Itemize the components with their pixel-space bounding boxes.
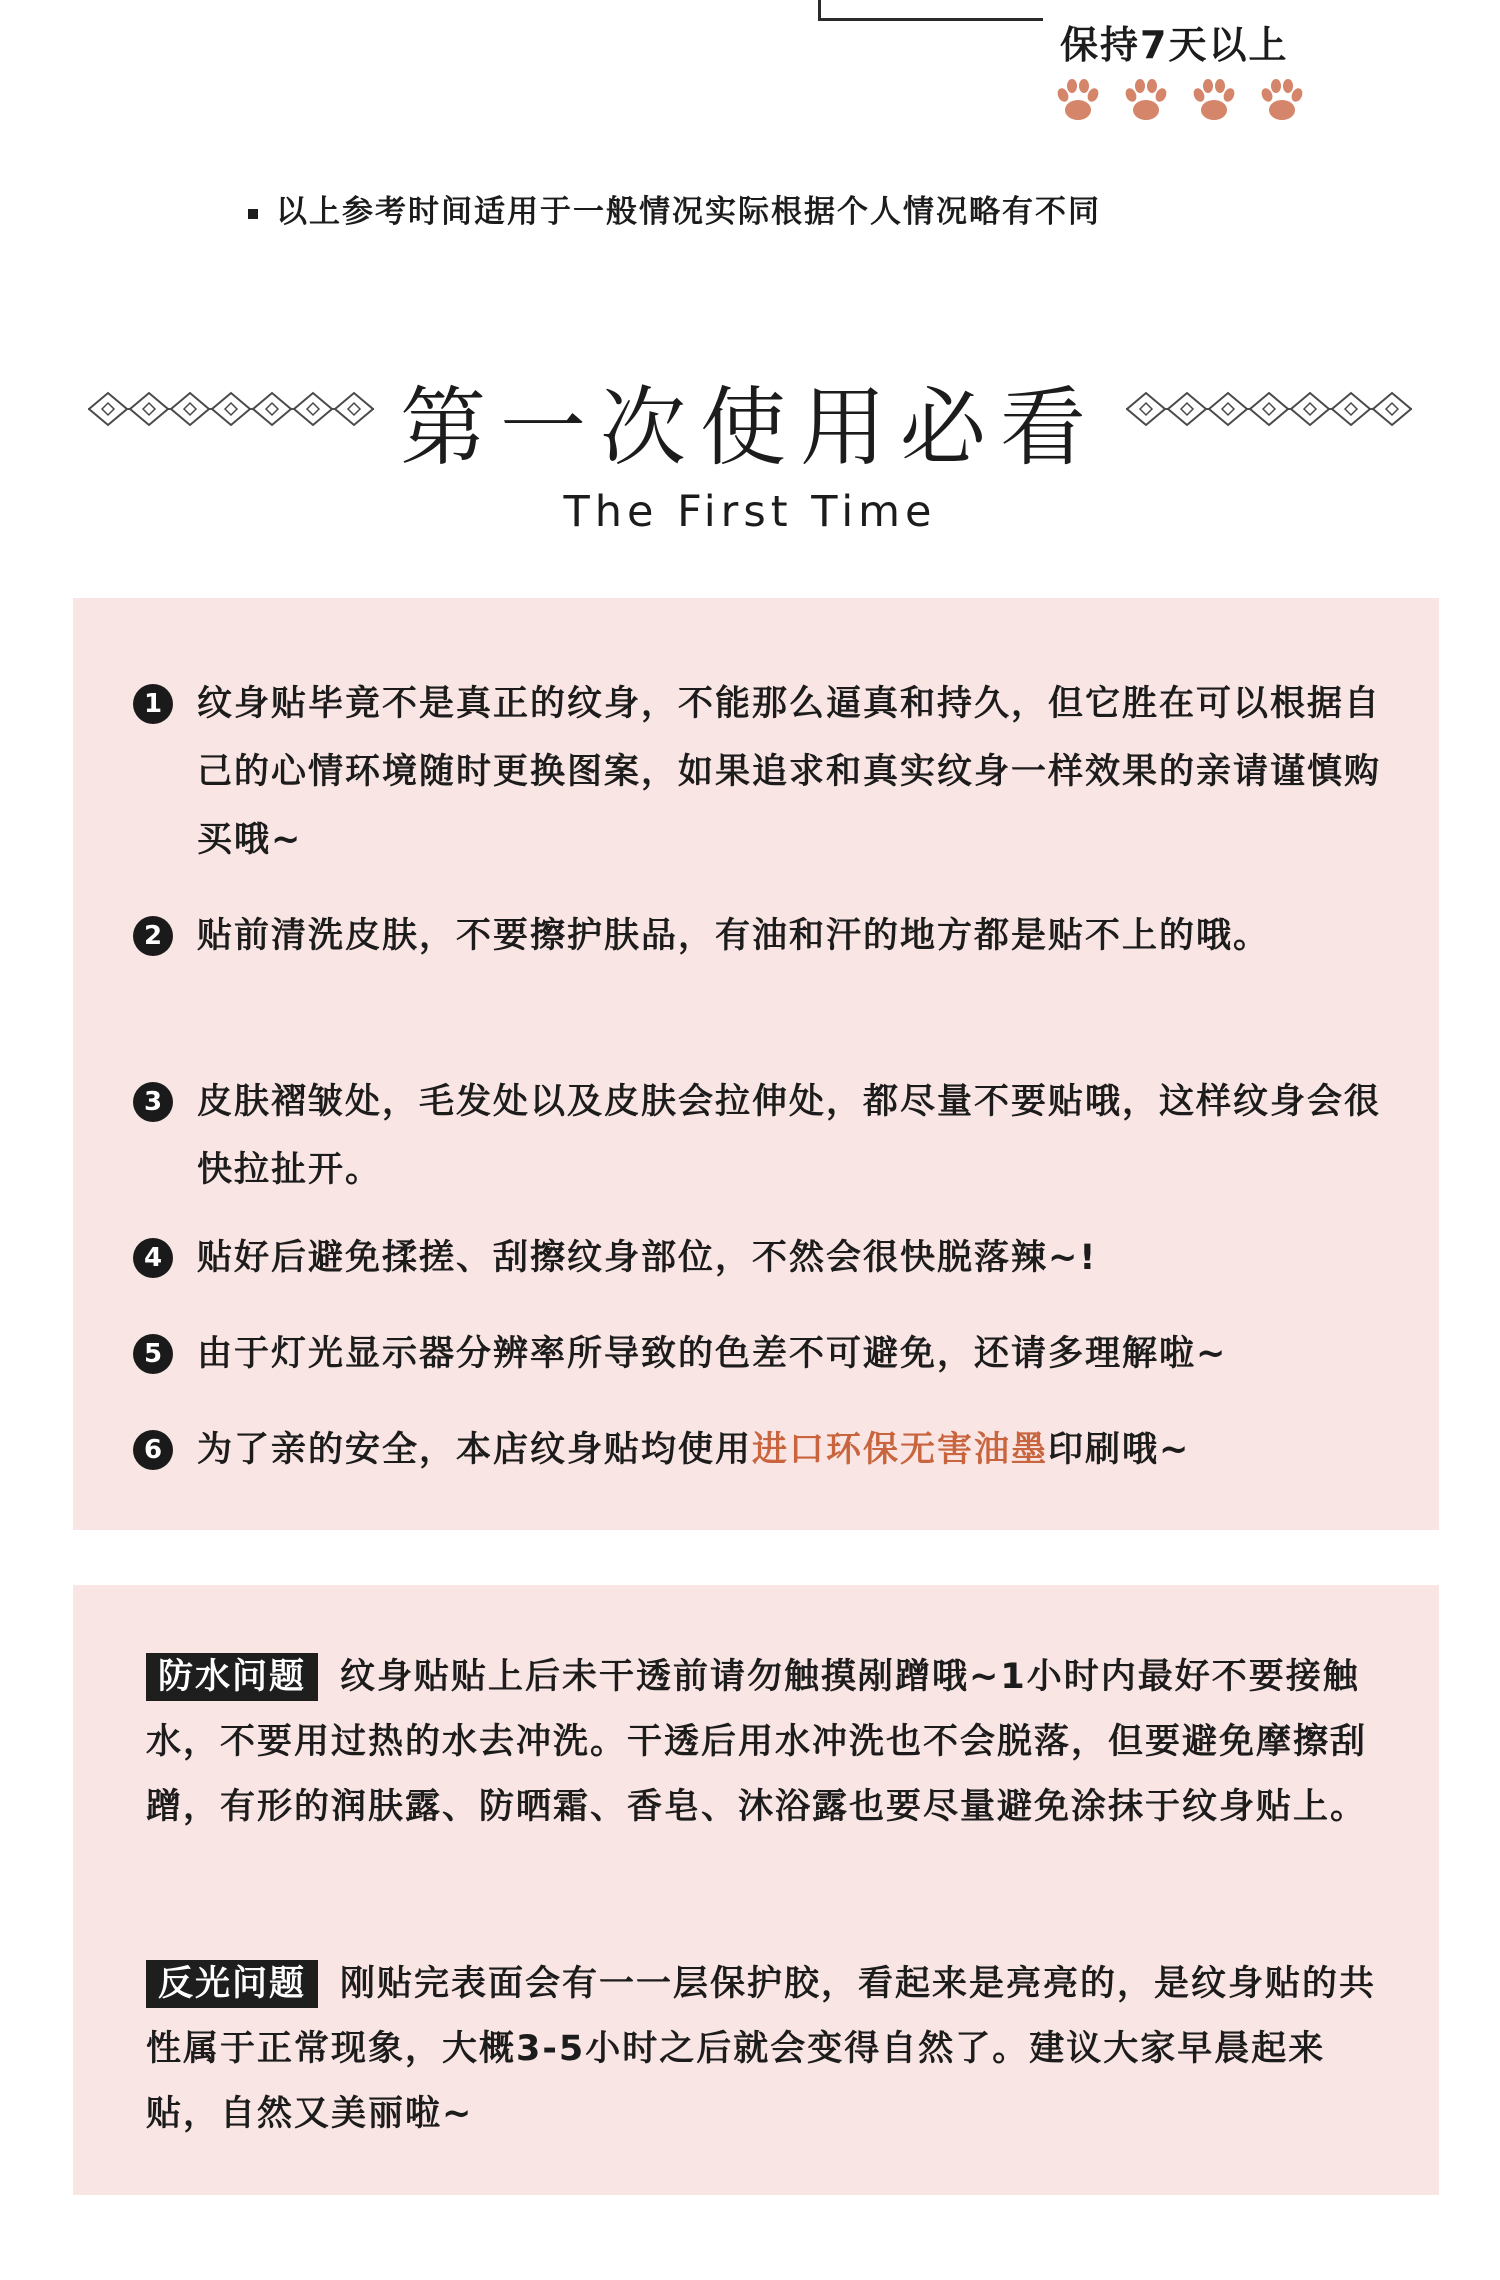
- diamond-shape: [1127, 393, 1165, 425]
- diamond-shape: [1332, 393, 1370, 425]
- top-frame-line: [818, 0, 1043, 21]
- tip-text: 纹身贴毕竟不是真正的纹身，不能那么逼真和持久，但它胜在可以根据自己的心情环境随时更换图案，如果追求和真实纹身一样效果的亲请谨慎购买哦~: [197, 684, 1382, 860]
- diamond-shape: [1250, 393, 1288, 425]
- number-badge-icon: 6: [133, 1430, 173, 1470]
- tip-item: [133, 1224, 1383, 1292]
- tip-text: 贴好后避免揉搓、刮擦纹身部位，不然会很快脱落辣~!: [197, 1238, 1098, 1278]
- note-text: 以上参考时间适用于一般情况实际根据个人情况略有不同: [276, 194, 1101, 230]
- paw-print-row: [1048, 70, 1318, 126]
- tip-text: 由于灯光显示器分辨率所导致的色差不可避免，还请多理解啦~: [197, 1334, 1228, 1374]
- faq-panel: [73, 1585, 1439, 2195]
- section-title: 第一次使用必看: [400, 378, 1100, 478]
- note-bullet-icon: [248, 209, 258, 219]
- number-badge-icon: 3: [133, 1082, 173, 1122]
- paw-print-icon: [1124, 79, 1169, 120]
- diamond-shape: [1209, 393, 1247, 425]
- ink-highlight: 进口环保无害油墨: [752, 1430, 1049, 1470]
- faq-label-reflection: 反光问题: [146, 1960, 318, 2008]
- tip-text: 皮肤褶皱处，毛发处以及皮肤会拉伸处，都尽量不要贴哦，这样纹身会很快拉扯开。: [197, 1082, 1382, 1190]
- diamond-shape: [1168, 393, 1206, 425]
- tip-text: 贴前清洗皮肤，不要擦护肤品，有油和汗的地方都是贴不上的哦。: [197, 916, 1271, 956]
- number-badge-icon: 2: [133, 916, 173, 956]
- faq-text-waterproof: 纹身贴贴上后未干透前请勿触摸剐蹭哦~1小时内最好不要接触水，不要用过热的水去冲洗。干透后用水冲洗也不会脱落，但要避免摩擦刮蹭，有形的润肤露、防晒霜、香皂、沐浴露也要尽量避免涂抹于纹身贴上。: [146, 1657, 1368, 1827]
- faq-reflection: [146, 1952, 1391, 2147]
- paw-print-icon: [1260, 79, 1305, 120]
- reference-note: [248, 186, 1101, 231]
- tip-text-end: 印刷哦~: [1048, 1430, 1191, 1470]
- tip-text-start: 为了亲的安全，本店纹身贴均使用: [197, 1430, 753, 1470]
- paw-print-icon: [1056, 79, 1101, 120]
- number-badge-icon: 5: [133, 1334, 173, 1374]
- tip-item: [133, 670, 1383, 874]
- diamond-shape: [1291, 393, 1329, 425]
- tip-item: [133, 1320, 1383, 1388]
- faq-label-waterproof: 防水问题: [146, 1653, 318, 1701]
- paw-print-icon: [1192, 79, 1237, 120]
- faq-waterproof: [146, 1645, 1391, 1840]
- tips-panel: [73, 598, 1439, 1530]
- diamond-ornament-right-icon: [1126, 390, 1412, 428]
- tip-text: [197, 1416, 1383, 1484]
- section-subtitle: The First Time: [563, 487, 937, 537]
- diamond-shape: [1373, 393, 1411, 425]
- number-badge-icon: 1: [133, 684, 173, 724]
- faq-text-reflection: 刚贴完表面会有一一层保护胶，看起来是亮亮的，是纹身贴的共性属于正常现象，大概3-5小时之后就会变得自然了。建议大家早晨起来贴，自然又美丽啦~: [146, 1964, 1377, 2134]
- tip-item: [133, 1416, 1383, 1484]
- number-badge-icon: 4: [133, 1238, 173, 1278]
- tip-item: [133, 1068, 1383, 1204]
- keep-duration-text: 保持7天以上: [1060, 23, 1289, 67]
- tip-item: [133, 902, 1383, 970]
